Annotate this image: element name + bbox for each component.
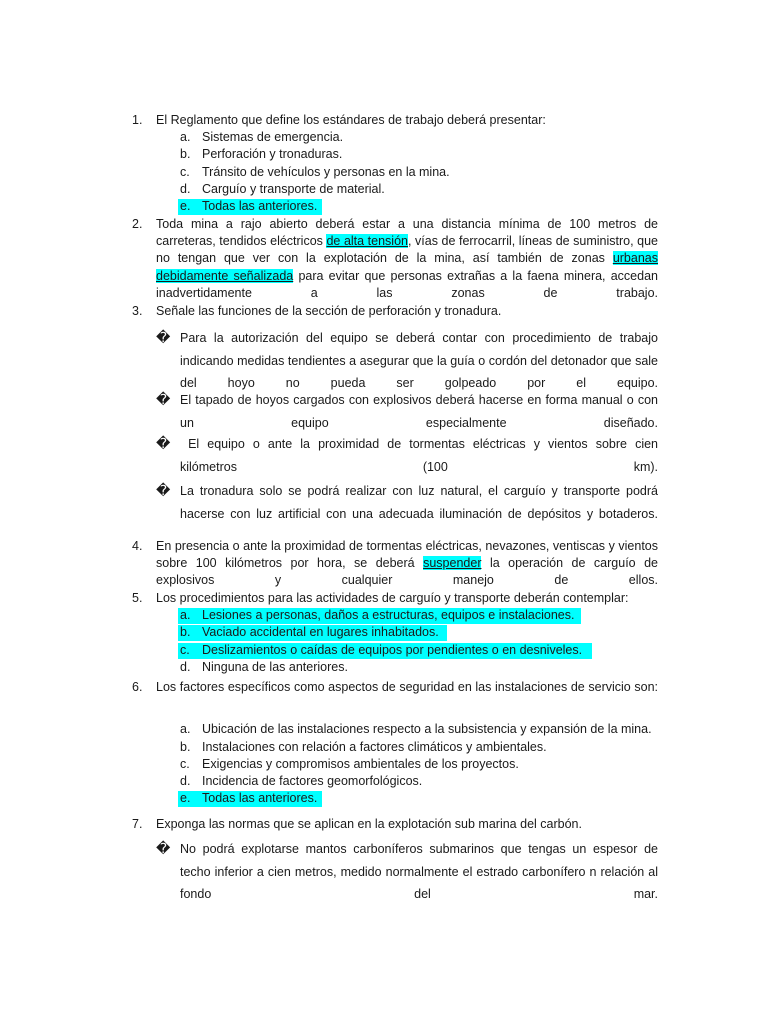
bullet-glyph: � bbox=[156, 392, 171, 408]
question-number: 1. bbox=[132, 113, 143, 127]
option-b: b. Perforación y tronaduras. bbox=[180, 147, 343, 162]
question-text: Toda mina a rajo abierto deberá estar a una distancia mínima de 100 metros de carreteras, tendidos eléctricos de alta tensión, vías de ferrocarril, líneas de suministro, que no tengan que ver con la explotación de la mina, así también de zonas urbanas debidamente señalizada para evitar que personas extrañas a la faena minera, accedan inadvertidamente a las zonas de trabajo. bbox=[156, 217, 659, 300]
question-number: 5. bbox=[132, 591, 143, 605]
question-text: El Reglamento que define los estándares de trabajo deberá presentar: bbox=[156, 113, 546, 127]
bullet-item: � El tapado de hoyos cargados con explosivos deberá hacerse en forma manual o con un equipo especialmente diseñado. bbox=[0, 389, 768, 457]
highlighted-text: urbanas debidamente señalizada bbox=[156, 251, 658, 283]
question-text: Los factores específicos como aspectos de seguridad en las instalaciones de servicio son: bbox=[156, 680, 658, 694]
question-5 bbox=[0, 590, 768, 676]
option-c: c. Tránsito de vehículos y personas en la mina. bbox=[180, 164, 450, 179]
bullet-glyph: � bbox=[156, 483, 171, 499]
bullet-item: � Para la autorización del equipo se deberá contar con procedimiento de trabajo indicando medidas tendientes a asegurar que la guía o cordón del detonador que sale del hoyo no pueda ser golpeado por el equipo. bbox=[0, 327, 768, 417]
question-number: 4. bbox=[132, 539, 143, 553]
option-d: d. Incidencia de factores geomorfológicos. bbox=[180, 773, 423, 788]
option-b-highlighted: b. Vaciado accidental en lugares inhabitados. bbox=[0, 624, 768, 641]
bullet-glyph: � bbox=[156, 841, 171, 857]
question-7 bbox=[0, 816, 768, 833]
bullet-item: � La tronadura solo se podrá realizar con luz natural, el carguío y transporte podrá hacerse con luz artificial con una adecuada iluminación de depósitos y botaderos. bbox=[0, 480, 768, 548]
question-6 bbox=[0, 679, 768, 807]
question-3 bbox=[0, 303, 768, 320]
highlighted-text: suspender bbox=[423, 556, 482, 571]
bullet-item: � No podrá explotarse mantos carboníferos submarinos que tengas un espesor de techo inferior a cien metros, medido normalmente el estrado carbonífero n relación al fondo del mar. bbox=[0, 838, 768, 928]
option-a: a. Sistemas de emergencia. bbox=[180, 130, 344, 145]
question-text: Los procedimientos para las actividades de carguío y transporte deberán contemplar: bbox=[156, 591, 629, 605]
bullet-glyph: � bbox=[156, 330, 171, 346]
option-e-highlighted: e. Todas las anteriores. bbox=[0, 790, 768, 807]
option-d: d. Carguío y transporte de material. bbox=[180, 181, 385, 196]
question-number: 6. bbox=[132, 680, 143, 694]
option-a-highlighted: a. Lesiones a personas, daños a estructuras, equipos e instalaciones. bbox=[0, 607, 768, 624]
bullet-glyph: � bbox=[156, 436, 171, 452]
question-text: En presencia o ante la proximidad de tormentas eléctricas, nevazones, ventiscas y vientos sobre 100 kilómetros por hora, se deberá suspender la operación de carguío de explosivos y cualquier manejo de ellos. bbox=[156, 539, 658, 588]
highlighted-text: de alta tensión bbox=[326, 234, 408, 249]
bullet-item: � El equipo o ante la proximidad de tormentas eléctricas y vientos sobre cien kilómetros (100 km). bbox=[0, 433, 768, 501]
option-c: c. Exigencias y compromisos ambientales de los proyectos. bbox=[180, 756, 519, 771]
question-number: 2. bbox=[132, 217, 143, 231]
question-text: Señale las funciones de la sección de perforación y tronadura. bbox=[156, 304, 502, 318]
option-b: b. Instalaciones con relación a factores climáticos y ambientales. bbox=[180, 739, 547, 754]
option-c-highlighted: c. Deslizamientos o caídas de equipos por pendientes o en desniveles. bbox=[0, 642, 768, 659]
question-number: 7. bbox=[132, 817, 143, 831]
question-text: Exponga las normas que se aplican en la explotación sub marina del carbón. bbox=[156, 817, 582, 831]
question-1 bbox=[0, 112, 768, 215]
option-e-highlighted: e. Todas las anteriores. bbox=[0, 198, 768, 215]
question-number: 3. bbox=[132, 304, 143, 318]
option-d: d. Ninguna de las anteriores. bbox=[180, 659, 348, 674]
option-a: a. Ubicación de las instalaciones respecto a la subsistencia y expansión de la mina. bbox=[180, 722, 652, 737]
